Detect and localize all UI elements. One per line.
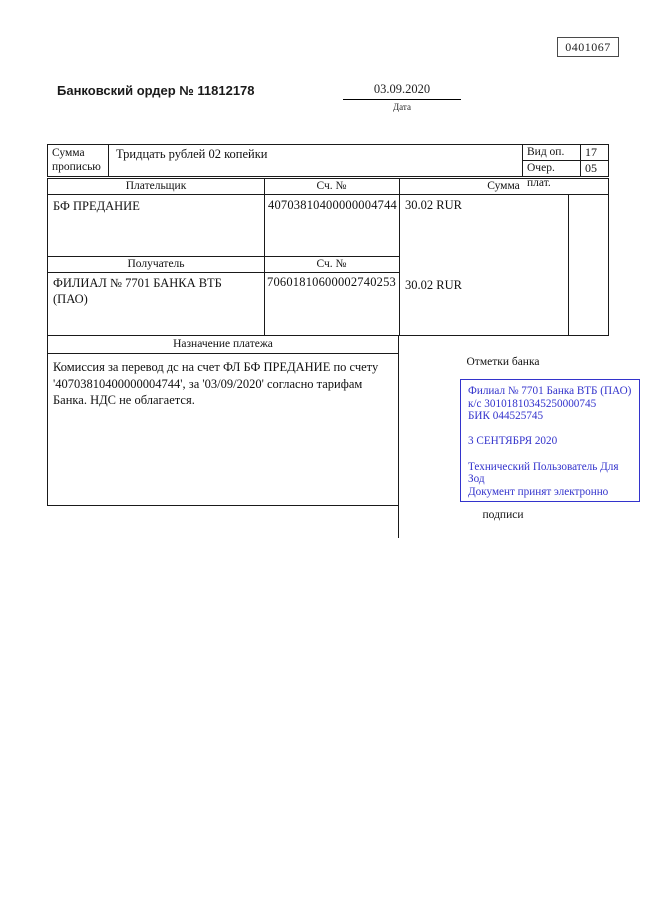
stamp-line: к/с 30101810345250000745 — [468, 397, 597, 410]
amount-in-words-label: Сумма прописью — [48, 145, 109, 176]
amount-column-header: Сумма — [399, 179, 608, 195]
date-label: Дата — [393, 102, 411, 112]
bank-marks-header: Отметки банка — [466, 356, 540, 368]
stamp-line — [468, 448, 633, 461]
date-block — [343, 82, 461, 112]
payment-priority-value: 05 — [585, 161, 597, 175]
stamp-line: Технический Пользователь Для Зод — [468, 460, 619, 486]
operation-type-value: 17 — [581, 145, 608, 161]
bank-stamp — [460, 379, 640, 502]
date-value: 03.09.2020 — [343, 82, 461, 100]
stamp-line: Филиал № 7701 Банка ВТБ (ПАО) — [468, 385, 632, 397]
parties-section — [47, 178, 609, 336]
form-code-box: 0401067 — [557, 37, 619, 57]
stamp-line: 3 СЕНТЯБРЯ 2020 — [468, 435, 558, 448]
payee-name: ФИЛИАЛ № 7701 БАНКА ВТБ (ПАО) — [53, 276, 222, 306]
column-divider — [399, 179, 400, 335]
document-title: Банковский ордер № 11812178 — [57, 83, 255, 98]
purpose-and-marks-section — [47, 335, 632, 546]
payer-account: 40703810400000004744 — [268, 198, 397, 212]
column-divider — [568, 195, 569, 335]
payee-account: 70601810600002740253 — [267, 275, 396, 289]
stamp-line — [468, 423, 633, 436]
amount-in-words-value: Тридцать рублей 02 копейки — [116, 147, 268, 161]
payee-column-header: Получатель — [127, 258, 185, 270]
payment-purpose-text: Комиссия за перевод дс на счет ФЛ БФ ПРЕДАНИЕ по счету '40703810400000004744', за '03/09/2020' согласно тарифам Банка. НДС не облагается. — [53, 360, 379, 407]
account-column-header: Сч. № — [316, 258, 347, 270]
stamp-line: Документ принят электронно — [468, 485, 609, 498]
signatures-label: подписи — [482, 509, 524, 521]
account-column-header: Сч. № — [264, 179, 399, 195]
operation-labels — [522, 145, 580, 189]
stamp-line: БИК 044525745 — [468, 410, 544, 423]
payment-purpose-cell — [47, 336, 398, 506]
payment-purpose-header: Назначение платежа — [48, 336, 398, 354]
bank-marks-cell — [399, 336, 632, 538]
payment-priority-label: Очер. плат. — [527, 162, 555, 189]
payer-column-header: Плательщик — [48, 179, 264, 195]
payee-amount: 30.02 RUR — [405, 278, 462, 292]
operation-values — [580, 145, 608, 176]
payer-amount: 30.02 RUR — [405, 198, 462, 212]
operation-type-label: Вид оп. — [523, 145, 580, 161]
payee-header-row — [48, 256, 399, 273]
payer-name: БФ ПРЕДАНИЕ — [53, 199, 140, 213]
